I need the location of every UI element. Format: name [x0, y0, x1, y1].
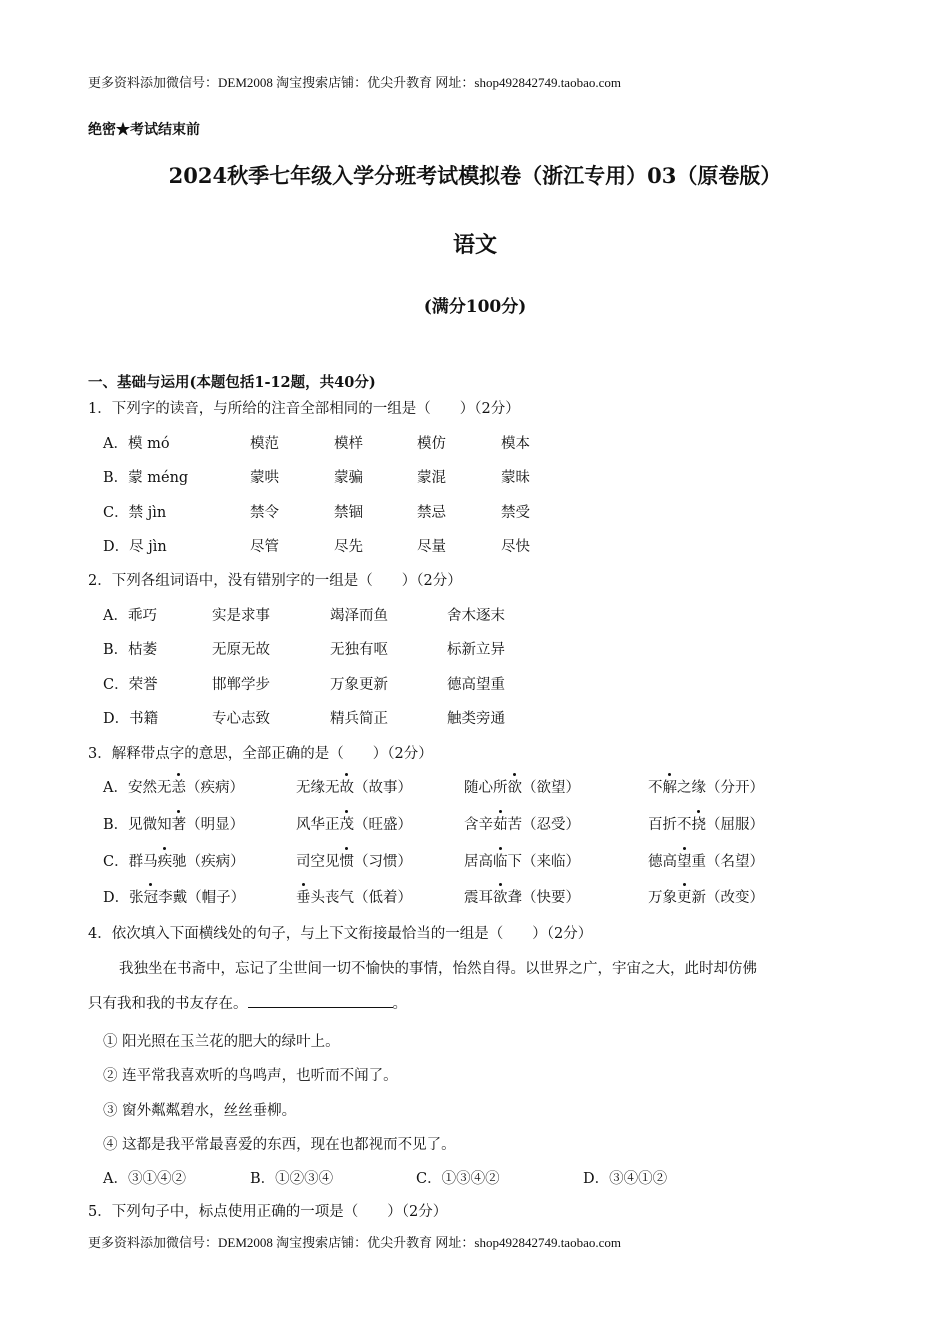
- q3-option-item: D．张冠李戴（帽子）: [103, 886, 245, 907]
- option-word: 尽管: [250, 539, 279, 555]
- passage-end: 。: [392, 996, 407, 1012]
- emphasis-dot-char: 疾: [158, 850, 173, 871]
- emphasis-dot-char: 欲: [508, 776, 523, 797]
- option-word: 竭泽而鱼: [330, 608, 388, 624]
- option-label: C．①③④②: [416, 1171, 500, 1187]
- q3-option-row: [0, 776, 950, 798]
- question-4-passage: 我独坐在书斋中，忘记了尘世间一切不愉快的事情，怡然自得。以世界之广，宇宙之大，此时却仿佛: [119, 961, 757, 977]
- question-4-stem: 4．依次填入下面横线处的句子，与上下文衔接最恰当的一组是（ ）（2分）: [88, 926, 593, 942]
- option-label: B．蒙 méng: [103, 470, 189, 486]
- option-word: 尽先: [334, 539, 363, 555]
- emphasis-dot-char: 垂: [296, 886, 311, 907]
- q1-option-row: [0, 501, 950, 523]
- option-label: D．书籍: [103, 711, 159, 727]
- option-word: 蒙骗: [334, 470, 363, 486]
- section-heading: 一、基础与运用(本题包括1-12题，共40分): [88, 374, 376, 391]
- emphasis-dot-char: 冠: [144, 886, 159, 907]
- option-word: 精兵简正: [330, 711, 388, 727]
- q4-sentence-item: ③ 窗外粼粼碧水，丝丝垂柳。: [103, 1103, 297, 1119]
- q1-option-row: [0, 535, 950, 557]
- q3-option-row: [0, 813, 950, 835]
- answer-blank: [248, 995, 393, 1008]
- q2-option-row: [0, 673, 950, 695]
- exam-title: 2024秋季七年级入学分班考试模拟卷（浙江专用）03（原卷版）: [168, 163, 782, 188]
- option-word: 禁忌: [417, 505, 446, 521]
- option-word: 蒙混: [417, 470, 446, 486]
- emphasis-dot-char: 惯: [340, 850, 355, 871]
- q3-option-item: 含辛茹苦（忍受）: [464, 813, 580, 834]
- option-label: C．荣誉: [103, 677, 158, 693]
- option-label: A．③①④②: [103, 1171, 186, 1187]
- option-word: 模范: [250, 436, 279, 452]
- option-label: D．尽 jìn: [103, 539, 167, 555]
- option-label: D．③④①②: [583, 1171, 668, 1187]
- q3-option-item: B．见微知著（明显）: [103, 813, 244, 834]
- q3-option-item: C．群马疾驰（疾病）: [103, 850, 245, 871]
- full-score: (满分100分): [423, 297, 527, 317]
- q3-option-item: 不解之缘（分开）: [648, 776, 764, 797]
- passage-text: 只有我和我的书友存在。: [88, 996, 248, 1012]
- q4-option-row: [0, 1167, 950, 1189]
- option-word: 德高望重: [447, 677, 505, 693]
- emphasis-dot-char: 临: [493, 850, 508, 871]
- emphasis-dot-char: 更: [677, 886, 692, 907]
- page-footer: 更多资料添加微信号：DEM2008 淘宝搜索店铺：优尖升教育 网址：shop492842749.taobao.com: [88, 1235, 621, 1250]
- option-word: 舍木逐末: [447, 608, 505, 624]
- option-word: 标新立异: [447, 642, 505, 658]
- q3-option-item: A．安然无恙（疾病）: [103, 776, 244, 797]
- option-label: B．枯萎: [103, 642, 158, 658]
- option-word: 专心志致: [212, 711, 270, 727]
- emphasis-dot-char: 挠: [692, 813, 707, 834]
- option-word: 蒙哄: [250, 470, 279, 486]
- q3-option-item: 德高望重（名望）: [648, 850, 764, 871]
- option-word: 禁锢: [334, 505, 363, 521]
- q2-option-row: [0, 604, 950, 626]
- option-label: A．乖巧: [103, 608, 157, 624]
- q2-option-row: [0, 638, 950, 660]
- option-word: 无原无故: [212, 642, 270, 658]
- option-word: 邯郸学步: [212, 677, 270, 693]
- q4-sentence-item: ④ 这都是我平常最喜爱的东西，现在也都视而不见了。: [103, 1137, 456, 1153]
- emphasis-dot-char: 望: [677, 850, 692, 871]
- option-word: 实是求事: [212, 608, 270, 624]
- option-word: 禁令: [250, 505, 279, 521]
- q3-option-item: 居高临下（来临）: [464, 850, 580, 871]
- emphasis-dot-char: 茹: [493, 813, 508, 834]
- q4-sentence-item: ① 阳光照在玉兰花的肥大的绿叶上。: [103, 1034, 340, 1050]
- emphasis-dot-char: 著: [172, 813, 187, 834]
- option-label: C．禁 jìn: [103, 505, 167, 521]
- q3-option-item: 司空见惯（习惯）: [296, 850, 412, 871]
- emphasis-dot-char: 解: [663, 776, 678, 797]
- option-word: 万象更新: [330, 677, 388, 693]
- subject-title: 语文: [452, 232, 497, 258]
- q3-option-row: [0, 850, 950, 872]
- option-word: 尽量: [417, 539, 446, 555]
- option-word: 蒙昧: [501, 470, 530, 486]
- q4-sentence-item: ② 连平常我喜欢听的鸟鸣声，也听而不闻了。: [103, 1068, 398, 1084]
- q2-option-row: [0, 707, 950, 729]
- emphasis-dot-char: 故: [340, 776, 355, 797]
- question-1-stem: 1．下列字的读音，与所给的注音全部相同的一组是（ ）（2分）: [88, 401, 520, 417]
- option-label: A．模 mó: [103, 436, 170, 452]
- question-3-stem: 3．解释带点字的意思，全部正确的是（ ）（2分）: [88, 746, 433, 762]
- option-word: 尽快: [501, 539, 530, 555]
- secret-label: 绝密★考试结束前: [88, 122, 200, 138]
- q3-option-item: 风华正茂（旺盛）: [296, 813, 412, 834]
- emphasis-dot-char: 恙: [171, 776, 186, 797]
- q3-option-item: 震耳欲聋（快要）: [464, 886, 580, 907]
- option-word: 触类旁通: [447, 711, 505, 727]
- q1-option-row: [0, 466, 950, 488]
- option-word: 模本: [501, 436, 530, 452]
- option-label: B．①②③④: [250, 1171, 334, 1187]
- question-4-passage-cont: [88, 992, 407, 1013]
- option-word: 模仿: [417, 436, 446, 452]
- q1-option-row: [0, 432, 950, 454]
- q3-option-item: 万象更新（改变）: [648, 886, 764, 907]
- q3-option-row: [0, 886, 950, 908]
- q3-option-item: 百折不挠（屈服）: [648, 813, 764, 834]
- emphasis-dot-char: 欲: [493, 886, 508, 907]
- q3-option-item: 无缘无故（故事）: [296, 776, 412, 797]
- question-5-stem: 5．下列句子中，标点使用正确的一项是（ ）（2分）: [88, 1204, 448, 1220]
- option-word: 无独有呕: [330, 642, 388, 658]
- question-2-stem: 2．下列各组词语中，没有错别字的一组是（ ）（2分）: [88, 573, 462, 589]
- option-word: 禁受: [501, 505, 530, 521]
- page-header: 更多资料添加微信号：DEM2008 淘宝搜索店铺：优尖升教育 网址：shop492842749.taobao.com: [88, 75, 621, 90]
- q3-option-item: 随心所欲（欲望）: [464, 776, 580, 797]
- option-word: 模样: [334, 436, 363, 452]
- q3-option-item: 垂头丧气（低着）: [296, 886, 412, 907]
- emphasis-dot-char: 茂: [340, 813, 355, 834]
